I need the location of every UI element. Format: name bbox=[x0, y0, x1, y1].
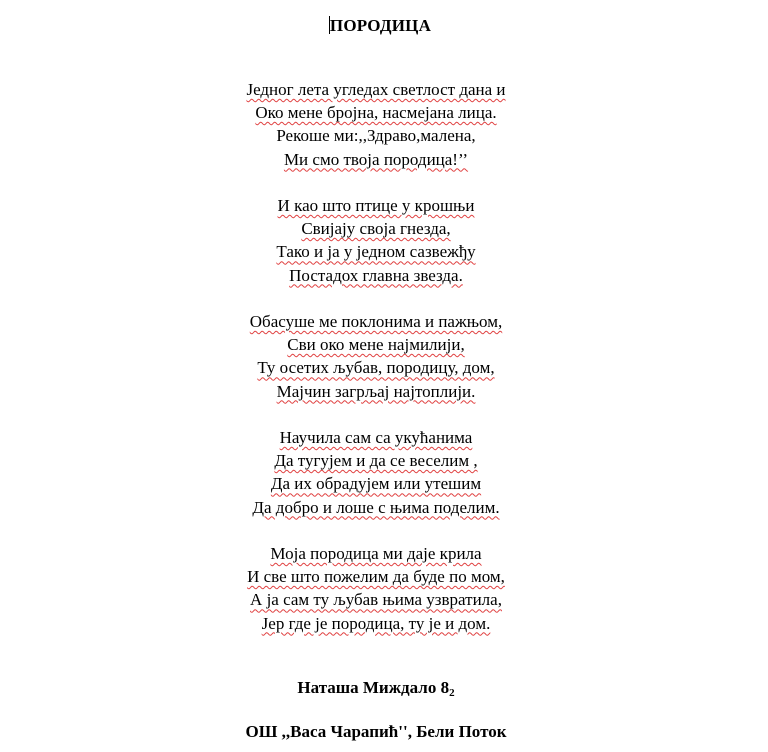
poem-line: Око мене бројна, насмејана лица. bbox=[255, 103, 497, 123]
poem-line: И све што пожелим да буде по мом, bbox=[247, 567, 505, 587]
poem-line: Ми смо твоја породица!’’ bbox=[283, 149, 469, 169]
poem-line: Сви око мене најмилији, bbox=[287, 335, 465, 355]
poem-line: Јер где је породица, ту је и дом. bbox=[261, 613, 491, 633]
poem-line: Да их обрадујем или утешим bbox=[270, 474, 482, 494]
poem-line: А ја сам ту љубав њима узвратила, bbox=[250, 590, 502, 610]
author-signature bbox=[0, 678, 752, 698]
poem-line: Мајчин загрљај најтоплији. bbox=[276, 381, 476, 401]
poem-line: Обасуше ме поклонима и пажњом, bbox=[249, 312, 503, 331]
poem-line: Моја породица ми даје крила bbox=[270, 544, 482, 563]
poem-line: И као што птице у крошњи bbox=[277, 196, 475, 215]
poem-line: Ту осетих љубав, породицу, дом, bbox=[257, 358, 495, 378]
stanza-4 bbox=[0, 426, 752, 519]
author-class-subscript: 2 bbox=[449, 687, 455, 699]
poem-body bbox=[0, 78, 752, 658]
poem-line: Свијају своја гнезда, bbox=[301, 219, 451, 239]
poem-line: Да тугујем и да се веселим , bbox=[274, 451, 478, 471]
poem-title-text: ПОРОДИЦА bbox=[329, 16, 432, 35]
poem-line: Тако и ја у једном сазвежђу bbox=[276, 242, 476, 262]
stanza-5 bbox=[0, 542, 752, 635]
author-name: Наташа Миждало 8 bbox=[297, 678, 450, 697]
poem-title[interactable] bbox=[0, 16, 760, 36]
school-name: ОШ ,,Васа Чарапић'', Бели Поток bbox=[245, 722, 507, 741]
poem-line: Да добро и лоше с њима поделим. bbox=[252, 497, 500, 517]
poem-line: Научила сам са укућанима bbox=[279, 428, 473, 447]
stanza-3 bbox=[0, 310, 752, 403]
poem-line: Једног лета угледах светлост дана и bbox=[246, 80, 506, 99]
poem-line: Рекоше ми:,,Здраво,малена, bbox=[276, 126, 476, 146]
stanza-2 bbox=[0, 194, 752, 287]
poem-line: Постадох главна звезда. bbox=[289, 265, 463, 285]
stanza-1 bbox=[0, 78, 752, 171]
